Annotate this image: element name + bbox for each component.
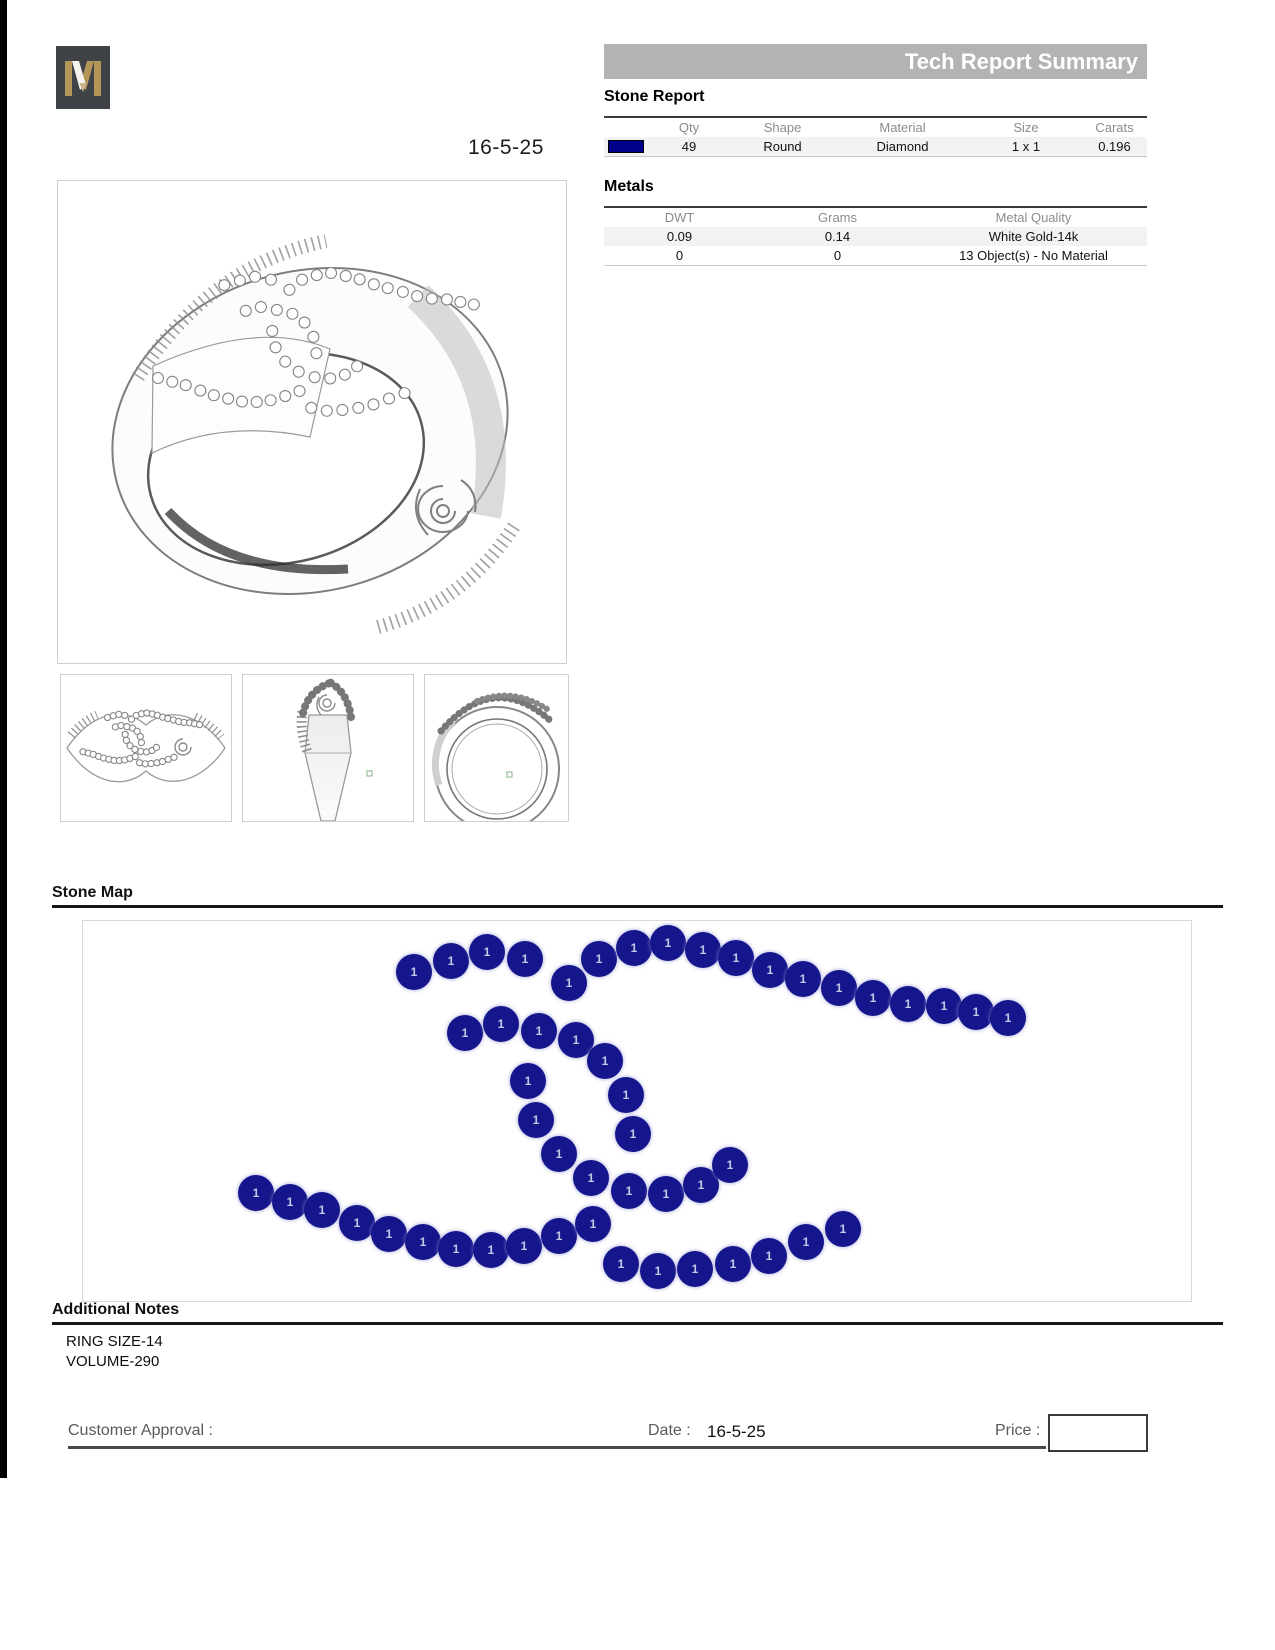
stone-dot: 1 bbox=[558, 1022, 594, 1058]
report-date: 16-5-25 bbox=[468, 136, 544, 159]
stone-dot: 1 bbox=[438, 1231, 474, 1267]
stone-dot: 1 bbox=[648, 1176, 684, 1212]
note-volume: VOLUME-290 bbox=[66, 1353, 160, 1370]
stone-dot: 1 bbox=[371, 1216, 407, 1252]
stone-dot: 1 bbox=[685, 932, 721, 968]
cell-metal-quality: White Gold-14k bbox=[988, 229, 1079, 244]
stone-dot: 1 bbox=[518, 1102, 554, 1138]
thumb-side-view bbox=[242, 674, 414, 822]
stone-dot: 1 bbox=[469, 934, 505, 970]
stone-dot: 1 bbox=[573, 1160, 609, 1196]
stone-dot: 1 bbox=[551, 965, 587, 1001]
cell-carats: 0.196 bbox=[1098, 139, 1131, 154]
stone-map-dots bbox=[83, 921, 1191, 1301]
col-carats: Carats bbox=[1095, 120, 1134, 135]
thumb-front-view bbox=[424, 674, 569, 822]
ring-side-view-illustration bbox=[243, 675, 413, 821]
stone-dot: 1 bbox=[541, 1218, 577, 1254]
stone-dot: 1 bbox=[272, 1184, 308, 1220]
stone-dot: 1 bbox=[683, 1167, 719, 1203]
stone-dot: 1 bbox=[890, 986, 926, 1022]
stone-dot: 1 bbox=[712, 1147, 748, 1183]
note-ring-size: RING SIZE-14 bbox=[66, 1333, 163, 1350]
cell-size: 1 x 1 bbox=[1011, 139, 1041, 154]
stone-dot: 1 bbox=[396, 954, 432, 990]
stone-dot: 1 bbox=[788, 1224, 824, 1260]
stone-dot: 1 bbox=[483, 1006, 519, 1042]
ring-perspective-illustration bbox=[58, 181, 566, 663]
metals-row bbox=[604, 227, 1147, 246]
stone-dot: 1 bbox=[473, 1232, 509, 1268]
stone-dot: 1 bbox=[581, 941, 617, 977]
stone-dot: 1 bbox=[521, 1013, 557, 1049]
stone-dot: 1 bbox=[752, 952, 788, 988]
stone-dot: 1 bbox=[510, 1063, 546, 1099]
stone-dot: 1 bbox=[238, 1175, 274, 1211]
rose-engraving bbox=[317, 695, 335, 715]
m-logo-icon bbox=[56, 46, 110, 109]
company-logo bbox=[56, 46, 110, 109]
cell-metal-quality: 13 Object(s) - No Material bbox=[959, 248, 1108, 263]
col-shape: Shape bbox=[763, 120, 802, 135]
stone-dot: 1 bbox=[304, 1192, 340, 1228]
stone-dot: 1 bbox=[575, 1206, 611, 1242]
stone-dot: 1 bbox=[855, 980, 891, 1016]
stone-report-header-row bbox=[604, 116, 1147, 137]
stone-dot: 1 bbox=[821, 970, 857, 1006]
page-title: Tech Report Summary bbox=[904, 48, 1138, 74]
thumb-top-view bbox=[60, 674, 232, 822]
stone-dot: 1 bbox=[507, 941, 543, 977]
stone-report-heading: Stone Report bbox=[604, 88, 705, 105]
stone-dot: 1 bbox=[650, 925, 686, 961]
cell-dwt: 0 bbox=[675, 248, 684, 263]
stone-dot: 1 bbox=[990, 1000, 1026, 1036]
stone-dot: 1 bbox=[677, 1251, 713, 1287]
price-input[interactable] bbox=[1048, 1414, 1148, 1452]
cell-shape: Round bbox=[763, 139, 802, 154]
stone-dot: 1 bbox=[616, 930, 652, 966]
date-label: Date : bbox=[648, 1422, 691, 1439]
customer-approval-label: Customer Approval : bbox=[68, 1422, 213, 1439]
stone-map bbox=[82, 920, 1192, 1302]
stone-dot: 1 bbox=[339, 1205, 375, 1241]
stone-dot: 1 bbox=[608, 1077, 644, 1113]
cell-grams: 0 bbox=[833, 248, 842, 263]
left-margin-bar bbox=[0, 0, 7, 1478]
stone-color-swatch bbox=[608, 140, 644, 153]
ring-top-view-illustration bbox=[61, 675, 231, 821]
stone-dot: 1 bbox=[506, 1228, 542, 1264]
title-bar bbox=[604, 44, 1147, 79]
stone-dot: 1 bbox=[825, 1211, 861, 1247]
stone-dot: 1 bbox=[926, 988, 962, 1024]
stone-dot: 1 bbox=[958, 994, 994, 1030]
cell-dwt: 0.09 bbox=[666, 229, 693, 244]
stone-report-row bbox=[604, 137, 1147, 157]
signature-line bbox=[68, 1446, 1046, 1449]
stone-dot: 1 bbox=[447, 1015, 483, 1051]
stone-dot: 1 bbox=[785, 961, 821, 997]
main-ring-image bbox=[57, 180, 567, 664]
stone-dot: 1 bbox=[587, 1043, 623, 1079]
metals-header-row bbox=[604, 206, 1147, 227]
stone-dot: 1 bbox=[405, 1224, 441, 1260]
stone-color-swatch-cell bbox=[604, 140, 648, 153]
price-label: Price : bbox=[995, 1422, 1041, 1439]
ring-front-view-illustration bbox=[425, 675, 568, 821]
stone-report-table bbox=[604, 116, 1147, 157]
metals-heading: Metals bbox=[604, 178, 654, 195]
stone-map-heading: Stone Map bbox=[52, 884, 1223, 908]
stone-dot: 1 bbox=[640, 1253, 676, 1289]
col-grams: Grams bbox=[818, 210, 857, 225]
stone-dot: 1 bbox=[541, 1136, 577, 1172]
cell-grams: 0.14 bbox=[824, 229, 851, 244]
col-qty: Qty bbox=[678, 120, 700, 135]
stone-dot: 1 bbox=[751, 1238, 787, 1274]
stone-dot: 1 bbox=[433, 943, 469, 979]
stone-dot: 1 bbox=[715, 1246, 751, 1282]
col-metal-quality: Metal Quality bbox=[995, 210, 1072, 225]
metals-table bbox=[604, 206, 1147, 266]
col-size: Size bbox=[1013, 120, 1039, 135]
cell-qty: 49 bbox=[681, 139, 697, 154]
cell-material: Diamond bbox=[876, 139, 929, 154]
stone-dot: 1 bbox=[718, 940, 754, 976]
col-dwt: DWT bbox=[664, 210, 695, 225]
stone-dot: 1 bbox=[611, 1173, 647, 1209]
metals-row bbox=[604, 246, 1147, 266]
additional-notes-heading: Additional Notes bbox=[52, 1301, 1223, 1325]
stone-dot: 1 bbox=[615, 1116, 651, 1152]
stone-dot: 1 bbox=[603, 1246, 639, 1282]
cad-marker bbox=[367, 771, 372, 776]
date-value: 16-5-25 bbox=[707, 1422, 766, 1441]
col-material: Material bbox=[879, 120, 926, 135]
